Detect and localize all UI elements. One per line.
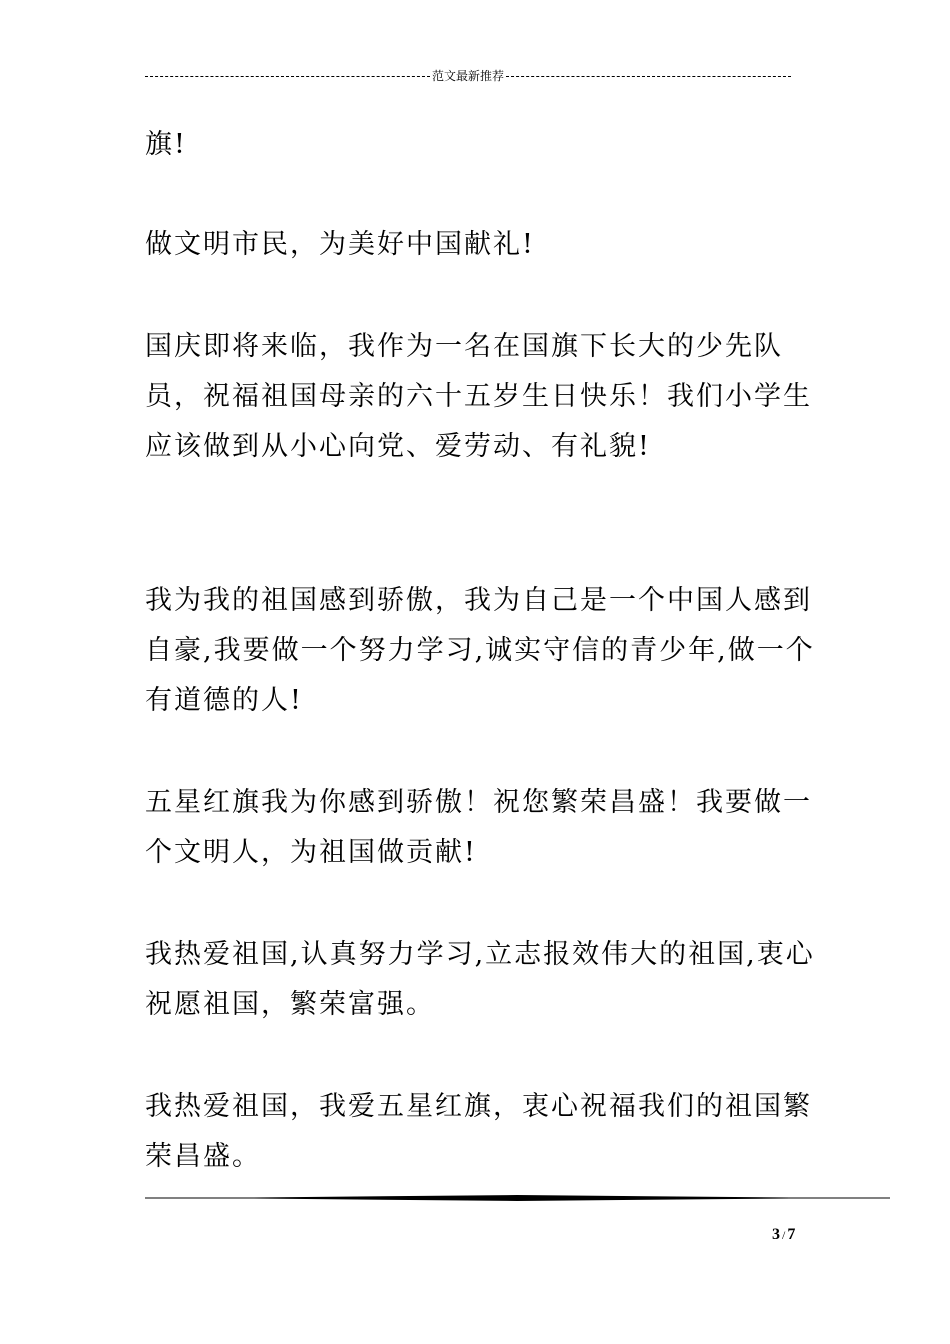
paragraph-6: 我热爱祖国,认真努力学习,立志报效伟大的祖国,衷心祝愿祖国，繁荣富强。: [145, 939, 815, 1020]
header-title: 范文最新推荐: [432, 69, 505, 83]
page-separator: /: [782, 1228, 786, 1242]
page-current: 3: [772, 1226, 780, 1243]
paragraph-2: 做文明市民，为美好中国献礼!: [145, 229, 535, 260]
page-total: 7: [787, 1226, 796, 1243]
paragraph-5: 五星红旗我为你感到骄傲！祝您繁荣昌盛！我要做一个文明人，为祖国做贡献!: [145, 787, 812, 868]
header-dash-right: [506, 76, 791, 77]
page-header: [145, 68, 791, 84]
page-number: [772, 1226, 795, 1244]
paragraph-3: 国庆即将来临，我作为一名在国旗下长大的少先队员，祝福祖国母亲的六十五岁生日快乐！我们小学生应该做到从小心向党、爱劳动、有礼貌!: [145, 331, 812, 462]
paragraph-1: 旗!: [145, 129, 187, 160]
paragraph-7: 我热爱祖国，我爱五星红旗，衷心祝福我们的祖国繁荣昌盛。: [145, 1091, 812, 1172]
footer-rule: [145, 1195, 890, 1201]
header-dash-left: [145, 76, 430, 77]
paragraph-4: 我为我的祖国感到骄傲，我为自己是一个中国人感到自豪,我要做一个努力学习,诚实守信的青少年,做一个有道德的人!: [145, 585, 815, 716]
document-body: [145, 120, 835, 1182]
